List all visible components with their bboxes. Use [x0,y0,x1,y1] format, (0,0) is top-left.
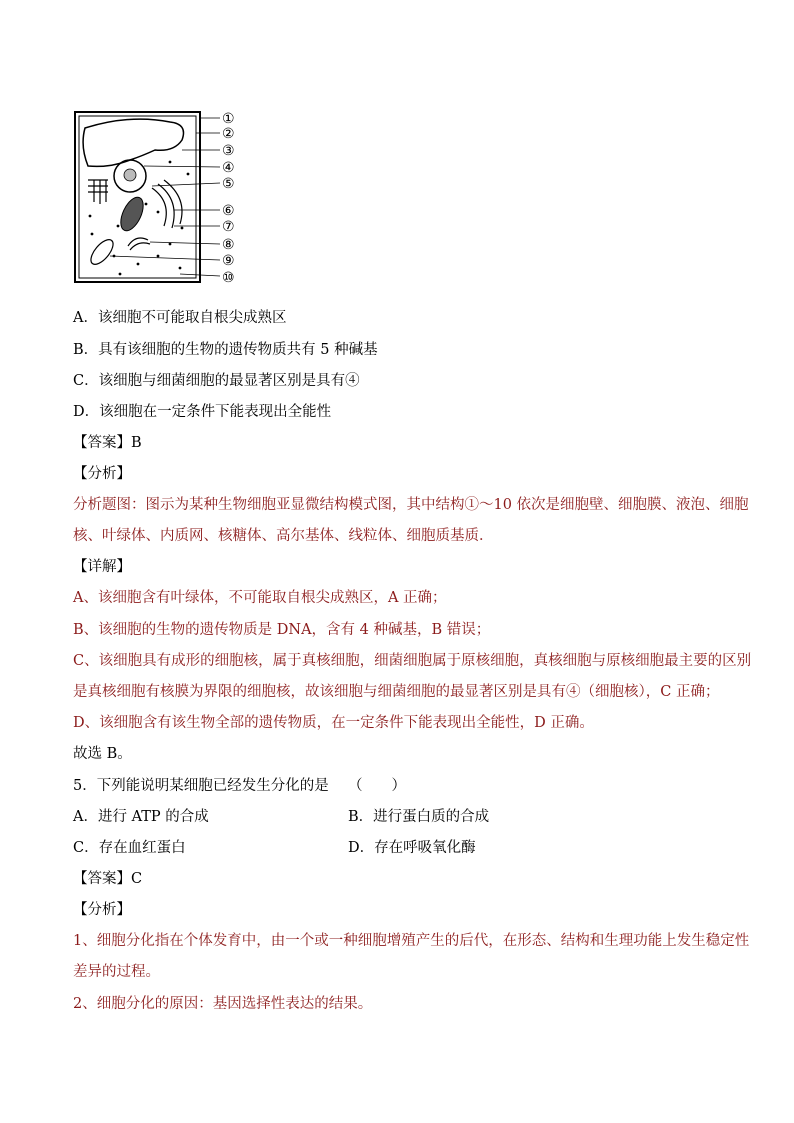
q5-option-a: A．进行 ATP 的合成 [73,809,209,825]
plant-cell-diagram [70,106,270,288]
q5-option-c: C．存在血红蛋白 [73,840,186,856]
q5-option-d: D．存在呼吸氧化酶 [348,840,476,856]
q4-detail-line-3: C、该细胞具有成形的细胞核，属于真核细胞，细菌细胞属于原核细胞，真核细胞与原核细胞最主要的区别 [73,653,752,669]
q4-conclusion: 故选 B。 [73,746,132,762]
q4-option-c: C．该细胞与细菌细胞的最显著区别是具有④ [73,373,360,389]
label-2: ② [222,126,235,142]
q4-analysis-line-2: 核、叶绿体、内质网、核糖体、高尔基体、线粒体、细胞质基质． [73,528,494,544]
q4-detail-line-4: 是真核细胞有核膜为界限的细胞核，故该细胞与细菌细胞的最显著区别是具有④（细胞核），C 正确； [73,684,720,700]
label-7: ⑦ [222,219,235,235]
q4-analysis-heading: 【分析】 [73,466,131,482]
q5-blank-paren: （ ） [348,778,406,794]
q5-analysis-line-3: 2、细胞分化的原因：基因选择性表达的结果。 [73,996,373,1012]
q4-analysis-line-1: 分析题图：图示为某种生物细胞亚显微结构模式图，其中结构①～10 依次是细胞壁、细胞膜、液泡、细胞 [73,497,749,513]
q4-option-a: A．该细胞不可能取自根尖成熟区 [73,310,287,326]
q4-detail-line-5: D、该细胞含有该生物全部的遗传物质，在一定条件下能表现出全能性，D 正确。 [73,715,594,731]
label-5: ⑤ [222,176,235,192]
q4-detail-line-2: B、该细胞的生物的遗传物质是 DNA，含有 4 种碱基，B 错误； [73,622,491,638]
q4-detail-heading: 【详解】 [73,559,131,575]
label-10: ⑩ [222,270,235,286]
q4-answer: 【答案】B [73,435,142,451]
q5-answer: 【答案】C [73,871,143,887]
q4-detail-line-1: A、该细胞含有叶绿体，不可能取自根尖成熟区，A 正确； [73,590,447,606]
smooth-er [152,180,182,228]
label-4: ④ [222,160,235,176]
label-6: ⑥ [222,203,235,219]
nucleolus [124,169,136,181]
chloroplast [116,194,148,234]
vacuole [83,119,183,166]
golgi-apparatus [128,238,150,250]
label-3: ③ [222,143,235,159]
mitochondrion [87,236,117,268]
q4-option-b: B．具有该细胞的生物的遗传物质共有 5 种碱基 [73,342,378,358]
rough-er [88,180,108,204]
q5-analysis-heading: 【分析】 [73,902,131,918]
label-9: ⑨ [222,253,235,269]
leader-lines [110,118,220,276]
q5-analysis-line-1: 1、细胞分化指在个体发育中，由一个或一种细胞增殖产生的后代，在形态、结构和生理功能上发生稳定性 [73,933,750,949]
q5-option-b: B．进行蛋白质的合成 [348,809,490,825]
q4-option-d: D．该细胞在一定条件下能表现出全能性 [73,404,332,420]
structure-labels [222,111,235,286]
q5-stem: 5．下列能说明某细胞已经发生分化的是 [73,778,329,794]
label-1: ① [222,111,235,127]
q5-analysis-line-2: 差异的过程。 [73,964,160,980]
label-8: ⑧ [222,237,235,253]
